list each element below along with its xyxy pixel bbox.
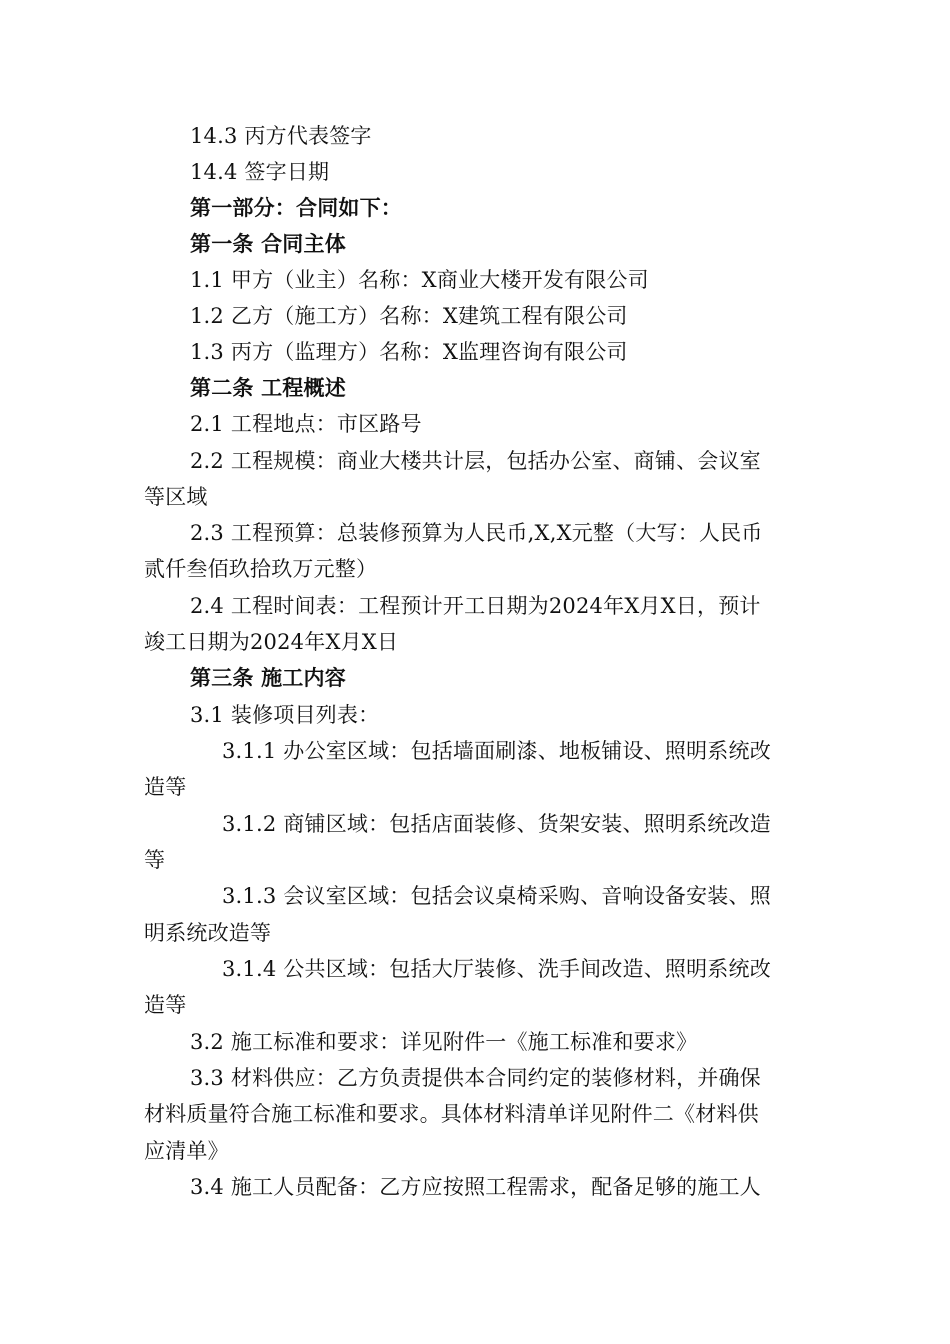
article-two-heading: 第二条 工程概述 (190, 375, 346, 400)
clause-3-1-3-line-2: 明系统改造等 (144, 921, 272, 945)
article-one-heading: 第一条 合同主体 (190, 231, 346, 256)
clause-1-2: 1.2 乙方（施工方）名称：X建筑工程有限公司 (190, 304, 628, 328)
clause-3-3-line-2: 材料质量符合施工标准和要求。具体材料清单详见附件二《材料供 (144, 1102, 759, 1126)
clause-14-3: 14.3 丙方代表签字 (190, 124, 372, 148)
clause-2-3-line-2: 贰仟叁佰玖拾玖万元整） (144, 557, 378, 581)
clause-3-3-line-1: 3.3 材料供应：乙方负责提供本合同约定的装修材料，并确保 (190, 1066, 761, 1090)
clause-2-2-line-2: 等区域 (144, 485, 208, 509)
clause-3-1-1-line-2: 造等 (144, 775, 187, 799)
clause-3-2: 3.2 施工标准和要求：详见附件一《施工标准和要求》 (190, 1030, 698, 1054)
clause-2-3-line-1: 2.3 工程预算：总装修预算为人民币,X,X元整（大写：人民币 (190, 521, 763, 545)
clause-2-4-line-1: 2.4 工程时间表：工程预计开工日期为2024年X月X日，预计 (190, 594, 761, 618)
clause-3-1-1-line-1: 3.1.1 办公室区域：包括墙面刷漆、地板铺设、照明系统改 (222, 739, 771, 763)
clause-14-4: 14.4 签字日期 (190, 160, 330, 184)
clause-3-1-2-line-1: 3.1.2 商铺区域：包括店面装修、货架安装、照明系统改造 (222, 812, 771, 836)
article-three-heading: 第三条 施工内容 (190, 665, 346, 690)
clause-3-1-3-line-1: 3.1.3 会议室区域：包括会议桌椅采购、音响设备安装、照 (222, 884, 771, 908)
clause-3-1-4-line-2: 造等 (144, 993, 187, 1017)
clause-3-1-4-line-1: 3.1.4 公共区域：包括大厅装修、洗手间改造、照明系统改 (222, 957, 771, 981)
clause-2-2-line-1: 2.2 工程规模：商业大楼共计层，包括办公室、商铺、会议室 (190, 449, 761, 473)
clause-1-1: 1.1 甲方（业主）名称：X商业大楼开发有限公司 (190, 268, 649, 292)
part-one-heading: 第一部分：合同如下： (190, 195, 402, 220)
clause-3-1-2-line-2: 等 (144, 848, 166, 872)
clause-2-1: 2.1 工程地点：市区路号 (190, 412, 422, 436)
clause-1-3: 1.3 丙方（监理方）名称：X监理咨询有限公司 (190, 340, 628, 364)
clause-2-4-line-2: 竣工日期为2024年X月X日 (144, 630, 399, 654)
clause-3-1: 3.1 装修项目列表： (190, 703, 380, 727)
clause-3-3-line-3: 应清单》 (144, 1139, 229, 1163)
clause-3-4-line-1: 3.4 施工人员配备：乙方应按照工程需求，配备足够的施工人 (190, 1175, 761, 1199)
